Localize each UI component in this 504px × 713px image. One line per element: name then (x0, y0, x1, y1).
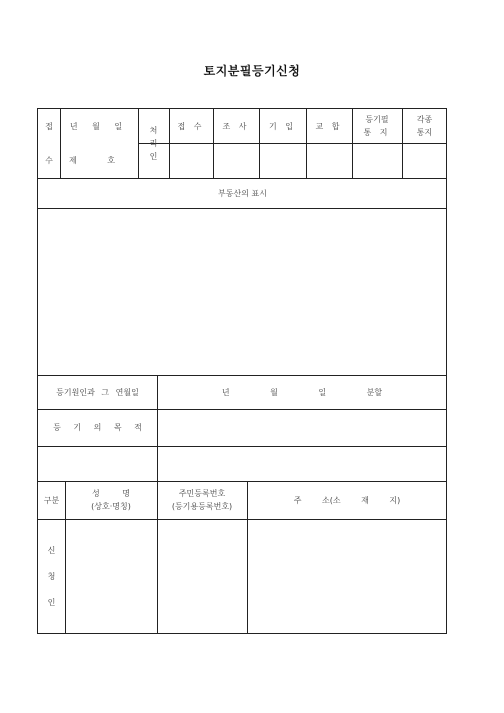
col-receipt: 접 수 (177, 121, 205, 131)
purpose-label: 등 기 의 목 적 (53, 423, 142, 432)
col-name (65, 481, 157, 519)
col-registered-notice (352, 109, 402, 143)
col-id-number (157, 481, 247, 519)
col-name-line: 성 명 (92, 489, 130, 498)
col-collation: 교 합 (315, 121, 343, 131)
cause-value[interactable]: 년 월 일 분할 (221, 387, 383, 397)
blank-value-cell[interactable] (158, 447, 447, 481)
col-entry: 기 입 (269, 121, 296, 131)
cause-label: 등기원인과 그 연월일 (56, 387, 139, 397)
col-various-notice (402, 109, 447, 143)
property-description-area[interactable] (38, 209, 447, 375)
property-heading: 부동산의 표시 (218, 188, 267, 198)
col-various-notice-line: 각종 (416, 115, 433, 124)
col-name-line: (상호·명칭) (91, 502, 131, 511)
applicant-name-field[interactable] (66, 520, 157, 634)
receipt-label-bottom: 수 (45, 156, 53, 165)
applicant-address-field[interactable] (248, 520, 447, 634)
processor-label-char: 인 (149, 152, 158, 161)
applicant-label-char: 인 (47, 597, 56, 607)
receipt-date-label: 년 월 일 (69, 121, 129, 131)
applicant-label-char: 청 (47, 571, 56, 581)
col-id-number-line: 주민등록번호 (178, 489, 226, 498)
col-id-number-line: (등기용등록번호) (171, 502, 233, 511)
processor-label-char: 처 (149, 126, 158, 135)
processor-label (138, 109, 169, 178)
application-form (37, 108, 447, 634)
receipt-number-label: 제 호 (69, 156, 129, 165)
col-various-notice-line: 통지 (416, 128, 433, 137)
divider (138, 143, 447, 144)
applicant-label (38, 519, 65, 634)
col-inspection: 조 사 (222, 121, 250, 131)
page-title: 토지분필등기신청 (203, 64, 301, 78)
receipt-label-top: 접 (45, 121, 53, 131)
applicant-label-char: 신 (47, 545, 56, 555)
purpose-field[interactable] (158, 410, 447, 446)
blank-label-cell (38, 447, 157, 481)
processor-label-char: 리 (149, 139, 158, 148)
col-registered-notice-line: 등기필 (365, 115, 389, 124)
applicant-id-field[interactable] (158, 520, 247, 634)
col-registered-notice-line: 통 지 (363, 128, 391, 137)
col-kind: 구분 (43, 495, 60, 505)
col-address: 주 소(소 재 지) (293, 495, 401, 505)
